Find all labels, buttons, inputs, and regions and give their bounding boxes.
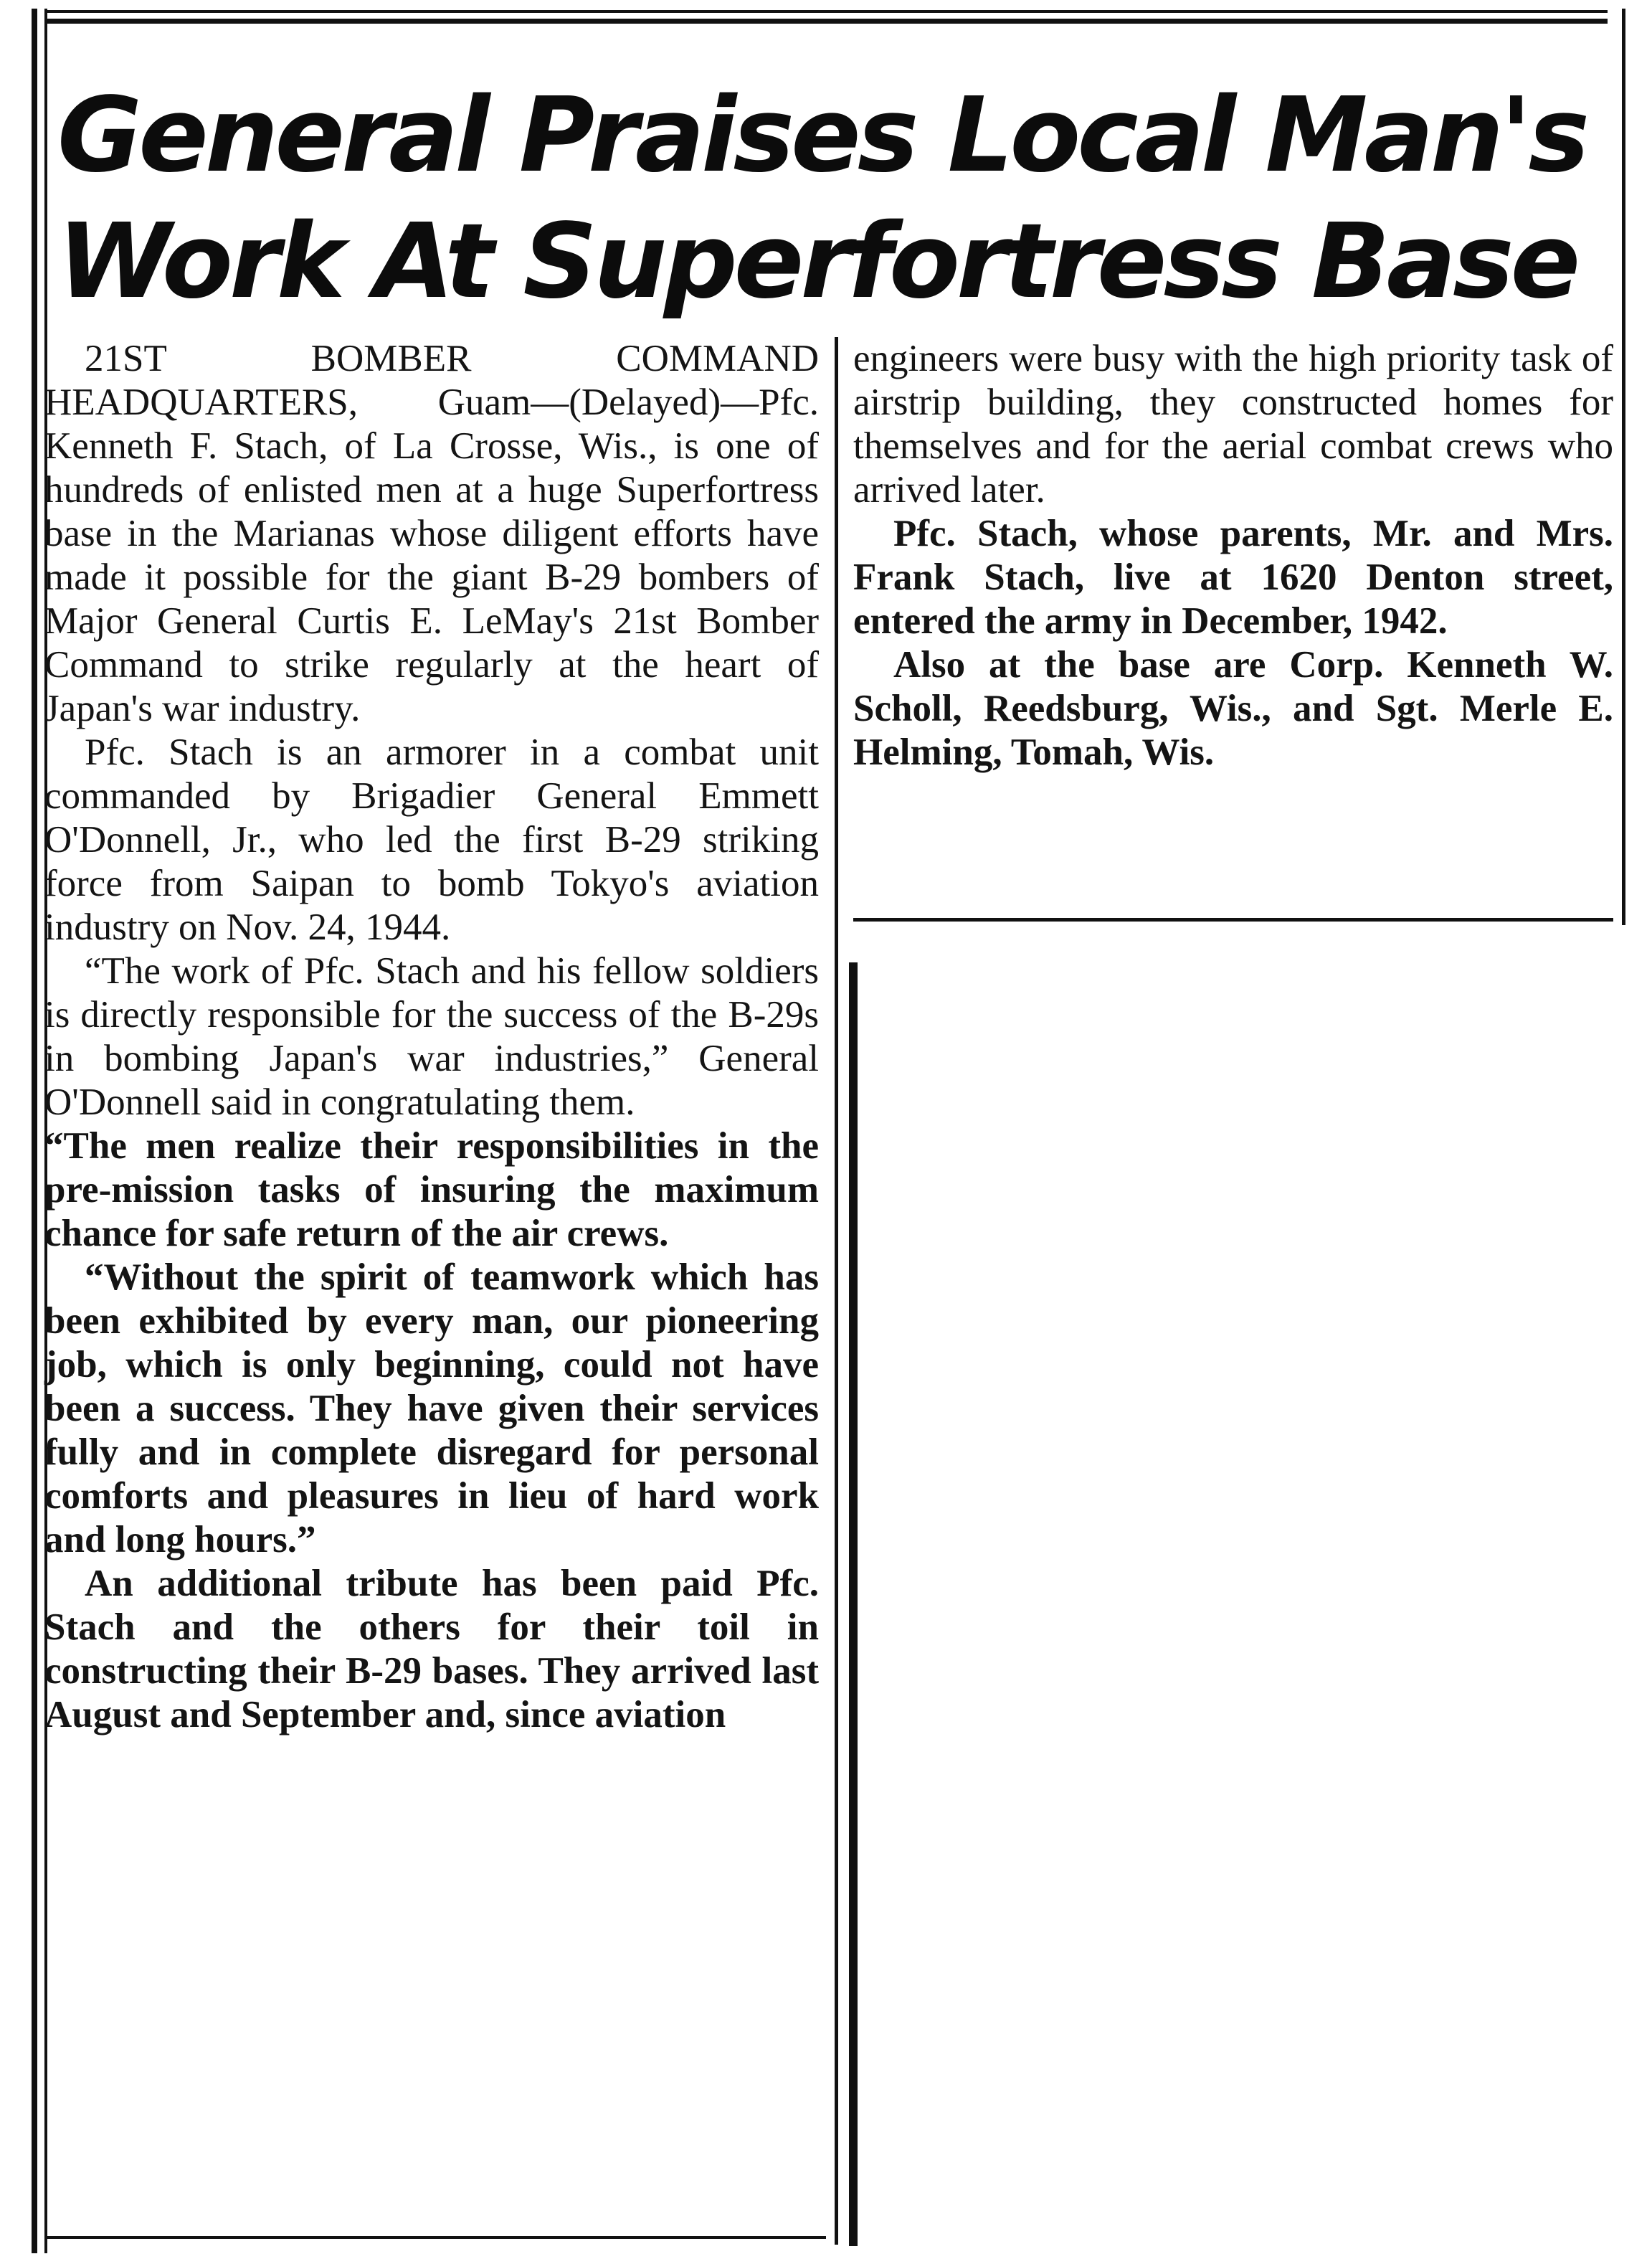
paragraph-dateline: 21ST BOMBER COMMAND HEADQUARTERS, Guam—(Delayed)—Pfc. Kenneth F. Stach, of La Crosse, Wis., is one of hundreds of enlisted men at a huge Superfortress base in the Marianas whose diligent efforts have made it possible for the giant B-29 bombers of Major General Curtis E. LeMay's 21st Bomber Command to strike regularly at the heart of Japan's war industry. xyxy=(44,338,819,729)
paragraph-continued-engineers: engineers were busy with the high priority task of airstrip building, they constructed homes for themselves and for the aerial combat crews who arrived later. xyxy=(853,338,1613,511)
paragraph-also-at-base: Also at the base are Corp. Kenneth W. Scholl, Reedsburg, Wis., and Sgt. Merle E. Helming, Tomah, Wis. xyxy=(853,644,1613,773)
left-column-bottom-rule xyxy=(44,2236,826,2239)
adjacent-article-rule xyxy=(849,962,858,2246)
left-column xyxy=(44,337,819,1737)
headline xyxy=(57,72,1606,324)
paragraph-armorer: Pfc. Stach is an armorer in a combat unit commanded by Brigadier General Emmett O'Donnell, Jr., who led the first B-29 striking force from Saipan to bomb Tokyo's aviation industry on Nov. 24, 1944. xyxy=(44,731,819,948)
paragraph-parents: Pfc. Stach, whose parents, Mr. and Mrs. Frank Stach, live at 1620 Denton street, entered the army in December, 1942. xyxy=(853,513,1613,642)
headline-line-2: Work At Superfortress Base xyxy=(57,201,1577,321)
paragraph-tribute: An additional tribute has been paid Pfc. Stach and the others for their toil in constructing their B-29 bases. They arrived last August and September and, since aviation xyxy=(44,1563,819,1735)
top-rule-thin xyxy=(44,10,1608,13)
paragraph-quote-teamwork: “Without the spirit of teamwork which has been exhibited by every man, our pioneering job, which is only beginning, could not have been a success. They have given their services fully and in complete disregard for personal comforts and pleasures in lieu of hard work and long hours.” xyxy=(44,1256,819,1561)
column-divider-rule xyxy=(835,337,838,2245)
right-column xyxy=(853,337,1613,775)
right-column-bottom-rule xyxy=(853,918,1613,922)
right-edge-rule xyxy=(1622,9,1625,925)
headline-line-1: General Praises Local Man's xyxy=(57,75,1587,195)
top-rule-thick xyxy=(44,19,1608,24)
paragraph-quote-responsibilities: “The men realize their responsibilities in the pre-mission tasks of insuring the maximum chance for safe return of the air crews. xyxy=(44,1125,819,1254)
left-edge-rule xyxy=(32,9,37,2253)
paragraph-quote-work: “The work of Pfc. Stach and his fellow soldiers is directly responsible for the success of the B-29s in bombing Japan's war industries,” General O'Donnell said in congratulating them. xyxy=(44,950,819,1123)
